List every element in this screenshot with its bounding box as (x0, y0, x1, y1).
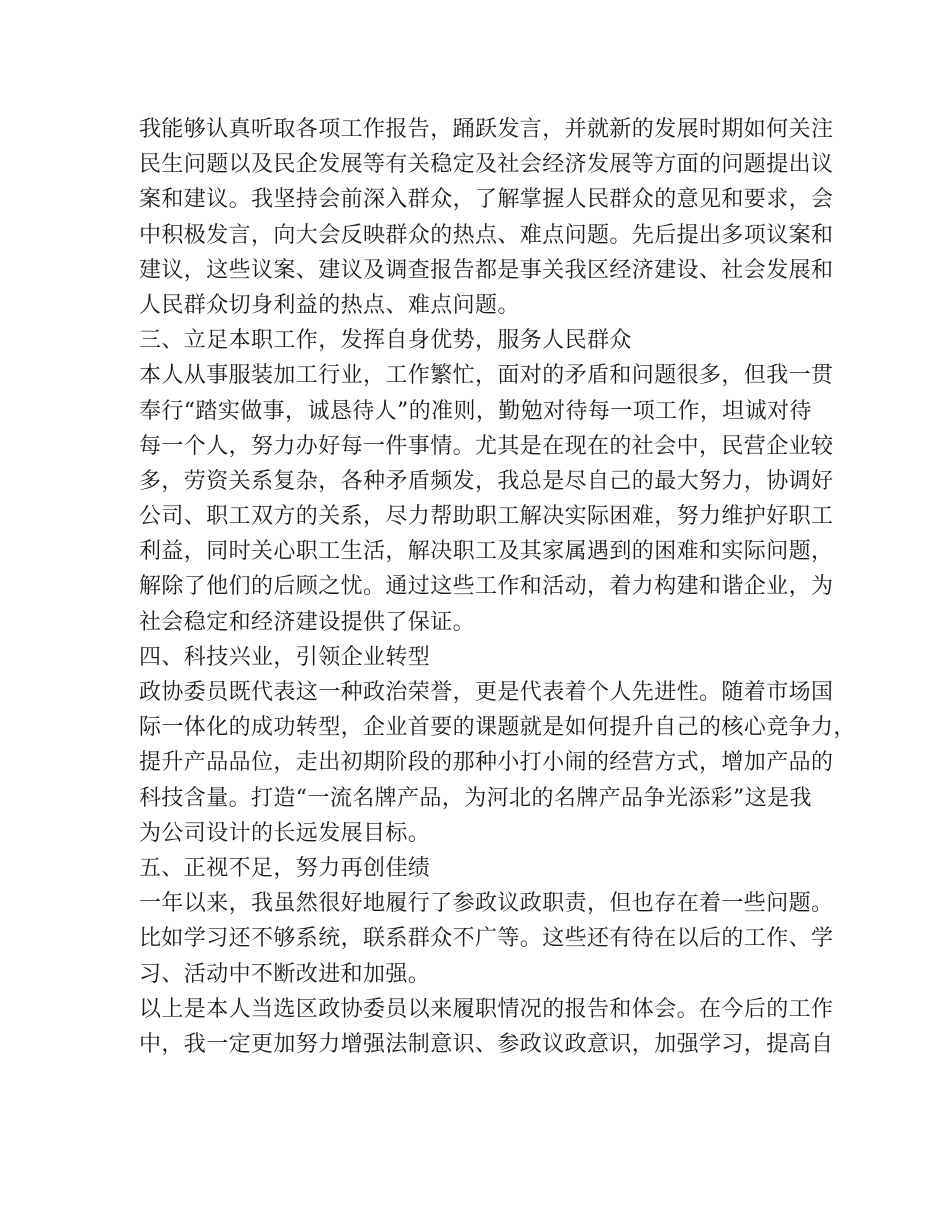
text-line: 习、活动中不断改进和加强。 (139, 961, 431, 987)
text-line: 中积极发言，向大会反映群众的热点、难点问题。先后提出多项议案和 (139, 222, 834, 248)
section-heading: 五、正视不足，努力再创佳绩 (139, 855, 431, 881)
text-line: 奉行“踏实做事，诚恳待人”的准则，勤勉对待每一项工作，坦诚对待 (139, 398, 812, 424)
text-line: 我能够认真听取各项工作报告，踊跃发言，并就新的发展时期如何关注 (139, 117, 834, 142)
text-line: 以上是本人当选区政协委员以来履职情况的报告和体会。在今后的工作 (139, 996, 834, 1022)
text-line: 人民群众切身利益的热点、难点问题。 (139, 292, 520, 318)
text-line: 建议，这些议案、建议及调查报告都是事关我区经济建设、社会发展和 (139, 257, 834, 283)
text-line: 为公司设计的长远发展目标。 (139, 820, 431, 846)
text-line: 中，我一定更加努力增强法制意识、参政议政意识，加强学习，提高自 (139, 1031, 834, 1057)
text-line: 政协委员既代表这一种政治荣誉，更是代表着个人先进性。随着市场国 (139, 680, 834, 705)
text-line: 社会稳定和经济建设提供了保证。 (139, 609, 476, 635)
text-line: 科技含量。打造“一流名牌产品，为河北的名牌产品争光添彩”这是我 (139, 785, 812, 811)
text-line: 每一个人，努力办好每一件事情。尤其是在现在的社会中，民营企业较 (139, 433, 834, 459)
text-line: 解除了他们的后顾之忧。通过这些工作和活动，着力构建和谐企业，为 (139, 574, 834, 600)
text-line: 提升产品品位，走出初期阶段的那种小打小闹的经营方式，增加产品的 (139, 750, 834, 776)
text-line: 案和建议。我坚持会前深入群众，了解掌握人民群众的意见和要求，会 (139, 187, 834, 213)
text-line: 际一体化的成功转型，企业首要的课题就是如何提升自己的核心竞争力， (139, 715, 856, 741)
text-line: 比如学习还不够系统，联系群众不广等。这些还有待在以后的工作、学 (139, 926, 834, 952)
text-line: 本人从事服装加工行业，工作繁忙，面对的矛盾和问题很多，但我一贯 (139, 363, 834, 389)
document-body (139, 112, 856, 1062)
section-heading: 三、立足本职工作，发挥自身优势，服务人民群众 (139, 328, 632, 354)
text-line: 民生问题以及民企发展等有关稳定及社会经济发展等方面的问题提出议 (139, 152, 834, 178)
text-line: 一年以来，我虽然很好地履行了参政议政职责，但也存在着一些问题。 (139, 891, 834, 917)
section-heading: 四、科技兴业，引领企业转型 (139, 644, 431, 670)
text-line: 多，劳资关系复杂，各种矛盾频发，我总是尽自己的最大努力，协调好 (139, 468, 834, 494)
text-line: 利益，同时关心职工生活，解决职工及其家属遇到的困难和实际问题， (139, 539, 834, 565)
text-line: 公司、职工双方的关系，尽力帮助职工解决实际困难，努力维护好职工 (139, 504, 834, 530)
